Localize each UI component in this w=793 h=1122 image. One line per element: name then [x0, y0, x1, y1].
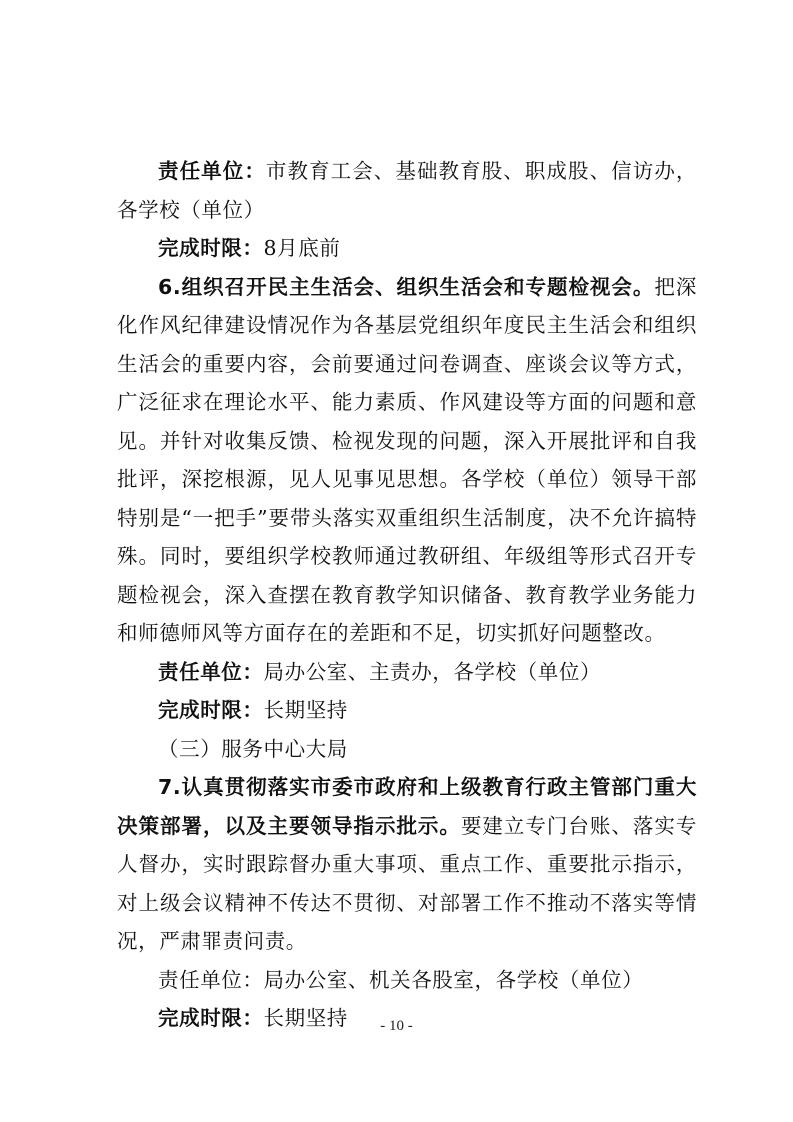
- section-heading-3: [117, 730, 697, 769]
- item-6-text: 把深化作风纪律建设情况作为各基层党组织年度民主生活会和组织生活会的重要内容，会前要通过问卷调查、座谈会议等方式，广泛征求在理论水平、能力素质、作风建设等方面的问题和意见。并针对收集反馈、检视发现的问题，深入开展批评和自我批评，深挖根源，见人见事见思想。各学校（单位）领导干部特别是“一把手”要带头落实双重组织生活制度，决不允许搞特殊。同时，要组织学校教师通过教研组、年级组等形式召开专题检视会，深入查摆在教育教学知识储备、教育教学业务能力和师德师风等方面存在的差距和不足，切实抓好问题整改。: [117, 274, 697, 645]
- text-deadline: 长期坚持: [263, 698, 348, 722]
- paragraph-deadline-2: [117, 691, 697, 730]
- paragraph-item-6: [117, 268, 697, 653]
- text-responsible-units: 责任单位：局办公室、机关各股室，各学校（单位）: [158, 967, 644, 992]
- document-body: [117, 152, 697, 1038]
- text-deadline: 长期坚持: [263, 1006, 348, 1030]
- paragraph-responsible-units-1: [117, 152, 697, 229]
- paragraph-deadline-1: [117, 229, 697, 268]
- label-deadline: 完成时限：: [158, 1006, 264, 1030]
- paragraph-responsible-units-3: [117, 961, 697, 1000]
- section-heading-text: （三）服务中心大局: [158, 736, 348, 761]
- text-responsible-units: 市教育工会、基础教育股、职成股、信访办，各学校（单位）: [117, 159, 698, 222]
- paragraph-item-7: [117, 768, 697, 961]
- page-number: - 10 -: [380, 1018, 413, 1034]
- label-deadline: 完成时限：: [158, 698, 264, 722]
- item-6-heading: 6.组织召开民主生活会、组织生活会和专题检视会。: [158, 274, 655, 299]
- label-deadline: 完成时限：: [158, 236, 264, 260]
- text-deadline: 8月底前: [263, 236, 341, 260]
- label-responsible-units: 责任单位：: [158, 659, 264, 684]
- paragraph-responsible-units-2: [117, 653, 697, 692]
- item-7-heading: 7.认真贯彻落实市委市政府和上级教育行政主管部门重大决策部署，以及主要领导指示批示。: [117, 775, 697, 838]
- item-7-text: 要建立专门台账、落实专人督办，实时跟踪督办重大事项、重点工作、重要批示指示，对上级会议精神不传达不贯彻、对部署工作不推动不落实等情况，严肃罪责问责。: [117, 813, 697, 953]
- label-responsible-units: 责任单位：: [158, 159, 266, 183]
- text-responsible-units: 局办公室、主责办，各学校（单位）: [263, 659, 602, 684]
